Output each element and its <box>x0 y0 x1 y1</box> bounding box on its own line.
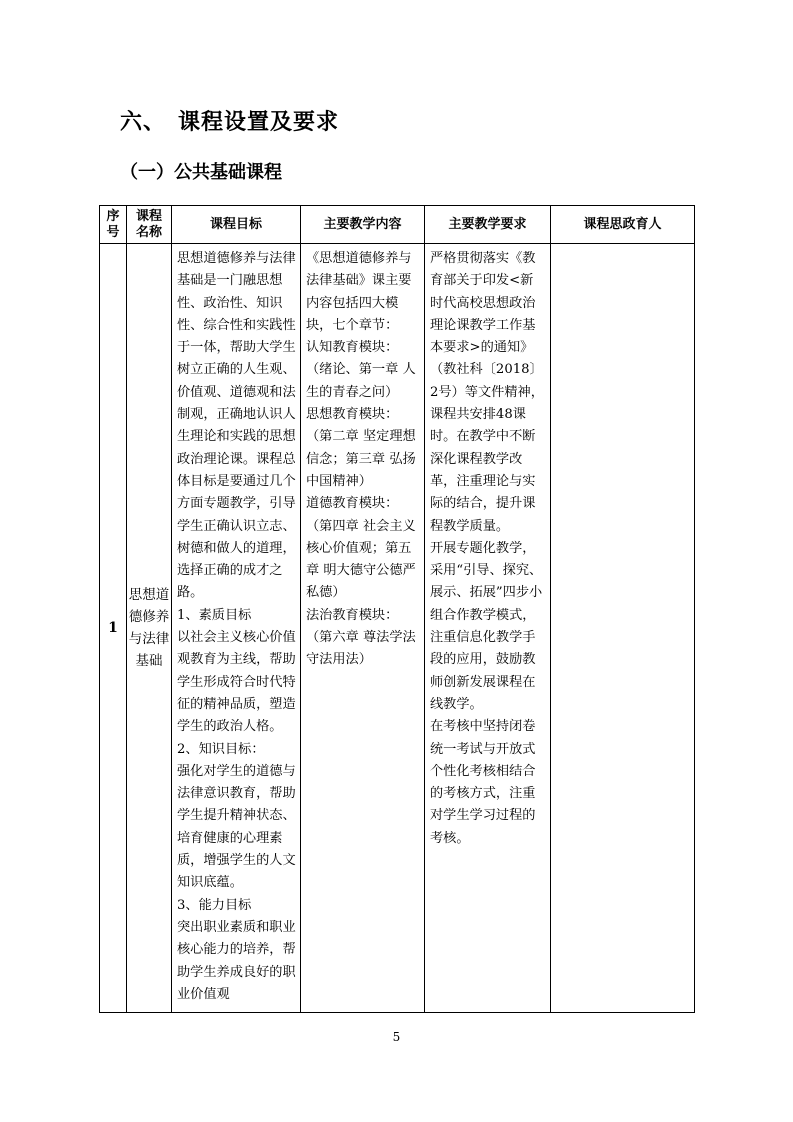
row-ideological-education <box>551 244 695 1013</box>
table-header-row <box>100 206 695 244</box>
header-teaching-content: 主要教学内容 <box>301 206 425 244</box>
header-seq: 序号 <box>100 206 127 244</box>
row-seq: 1 <box>100 244 127 1013</box>
header-course-goal: 课程目标 <box>172 206 301 244</box>
row-teaching-requirement <box>425 244 551 1013</box>
section-number: 六、 <box>120 110 167 135</box>
header-ideological-education: 课程思政育人 <box>551 206 695 244</box>
header-course-name: 课程名称 <box>127 206 172 244</box>
section-heading <box>120 105 339 136</box>
section-title: 课程设置及要求 <box>178 110 340 135</box>
table-row <box>100 244 695 1013</box>
course-goal-text: 思想道德修养与法律基础是一门融思想性、政治性、知识性、综合性和实践性于一体，帮助大学生树立正确的人生观、价值观、道德观和法制观，正确地认识人生理论和实践的思想政治理论课。课程总体目标是要通过几个方面专题教学，引导学生正确认识立志、树德和做人的道理，选择正确的成才之路。 1、素质目标 以社会主义核心价值观教育为主线，帮助学生形成符合时代特征的精神品质，塑造学生的政治人格。 2、知识目标： 强化对学生的道德与法律意识教育，帮助学生提升精神状态、培育健康的心理素质，增强学生的人文知识底蕴。 3、能力目标 突出职业素质和职业核心能力的培养，帮助学生养成良好的职业价值观 <box>177 251 296 1002</box>
row-teaching-content <box>301 244 425 1013</box>
subsection-heading: （一）公共基础课程 <box>120 162 282 183</box>
row-course-goal <box>172 244 301 1013</box>
teaching-requirement-text: 严格贯彻落实《教育部关于印发<新时代高校思想政治理论课教学工作基本要求>的通知》（教社科〔2018〕2号）等文件精神，课程共安排48课时。在教学中不断深化课程教学改革，注重理论与实际的结合，提升课程教学质量。 开展专题化教学，采用“引导、探究、展示、拓展”四步小组合作教学模式，注重信息化教学手段的应用，鼓励教师创新发展课程在线教学。 在考核中坚持闭卷统一考试与开放式个性化考核相结合的考核方式，注重对学生学习过程的考核。 <box>430 251 544 846</box>
course-table <box>99 205 695 1013</box>
page-number: 5 <box>392 1030 401 1044</box>
header-teaching-requirement: 主要教学要求 <box>425 206 551 244</box>
ideological-education-text <box>551 244 694 248</box>
row-course-name: 思想道德修养与法律基础 <box>127 244 172 1013</box>
teaching-content-text: 《思想道德修养与法律基础》课主要内容包括四大模块，七个章节： 认知教育模块： （绪论、第一章 人生的青春之问） 思想教育模块： （第二章 坚定理想信念；第三章 弘扬中国精神） 道德教育模块： （第四章 社会主义核心价值观；第五章 明大德守公德严私德） 法治教育模块： （第六章 尊法学法守法用法） <box>306 251 416 668</box>
